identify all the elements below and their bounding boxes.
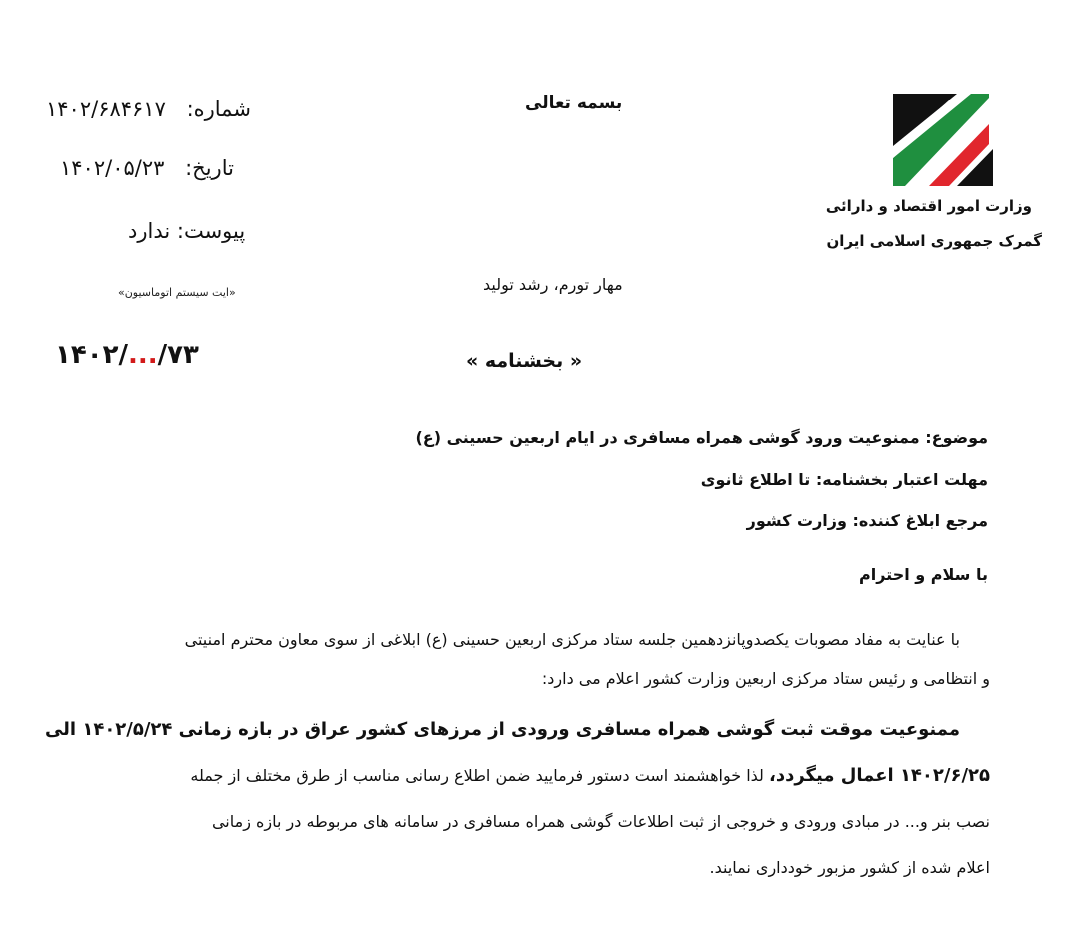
p2-line-3: نصب بنر و... در مبادی ورودی و خروجی از ثبت اطلاعات گوشی همراه مسافری در سامانه های مربوطه در بازه زمانی <box>211 812 990 831</box>
p2-line-4: اعلام شده از کشور مزبور خودداری نمایند. <box>709 858 990 877</box>
reference-line: مرجع ابلاغ کننده: وزارت کشور <box>746 511 988 530</box>
letter-date-label: تاریخ: <box>185 156 234 180</box>
validity-line: مهلت اعتبار بخشنامه: تا اطلاع ثانوی <box>700 470 988 489</box>
p2-line-1: ممنوعیت موقت ثبت گوشی همراه مسافری ورودی از مرزهای کشور عراق در بازه زمانی ۱۴۰۲/۵/۲۴ الی <box>44 719 960 740</box>
circular-number-dots: ... <box>127 340 158 370</box>
body-paragraph-1 <box>60 620 990 698</box>
letter-date <box>60 156 234 180</box>
customs-logo <box>893 94 993 186</box>
body-paragraph-2 <box>44 707 990 891</box>
subject-line: موضوع: ممنوعیت ورود گوشی همراه مسافری در ایام اربعین حسینی (ع) <box>415 428 988 447</box>
circular-title: « بخشنامه » <box>466 350 583 372</box>
p2-line-2-bold: ۱۴۰۲/۶/۲۵ اعمال میگردد، <box>769 765 990 786</box>
p2-line-2 <box>60 753 990 799</box>
letter-attachment-label: پیوست: <box>176 219 246 243</box>
letter-number-value: ۱۴۰۲/۶۸۴۶۱۷ <box>46 97 166 121</box>
letter-number <box>46 97 251 121</box>
p1-line-1: با عنایت به مفاد مصوبات یکصدوپانزدهمین جلسه ستاد مرکزی اربعین حسینی (ع) ابلاغی از سوی معاون محترم امنیتی <box>184 630 960 649</box>
letter-date-value: ۱۴۰۲/۰۵/۲۳ <box>60 156 165 180</box>
greeting: با سلام و احترام <box>859 565 988 584</box>
letter-attachment-value: ندارد <box>128 219 171 243</box>
bismillah-heading: بسمه تعالی <box>525 93 623 113</box>
customs-name: گمرک جمهوری اسلامی ایران <box>826 232 1042 250</box>
ministry-name: وزارت امور اقتصاد و دارائی <box>825 197 1032 215</box>
circular-number-prefix: ۱۴۰۲/ <box>55 340 128 370</box>
system-note: «ایت سیستم اتوماسیون» <box>118 286 236 299</box>
year-slogan: مهار تورم، رشد تولید <box>483 275 623 294</box>
p2-line-2-rest: لذا خواهشمند است دستور فرمایید ضمن اطلاع رسانی مناسب از طرق مختلف از جمله <box>190 766 770 785</box>
letter-attachment <box>128 219 245 243</box>
circular-number-suffix: /۷۳ <box>157 340 199 370</box>
p1-line-2: و انتظامی و رئیس ستاد مرکزی اربعین وزارت کشور اعلام می دارد: <box>541 669 990 688</box>
circular-number <box>55 340 199 370</box>
letter-number-label: شماره: <box>186 97 251 121</box>
